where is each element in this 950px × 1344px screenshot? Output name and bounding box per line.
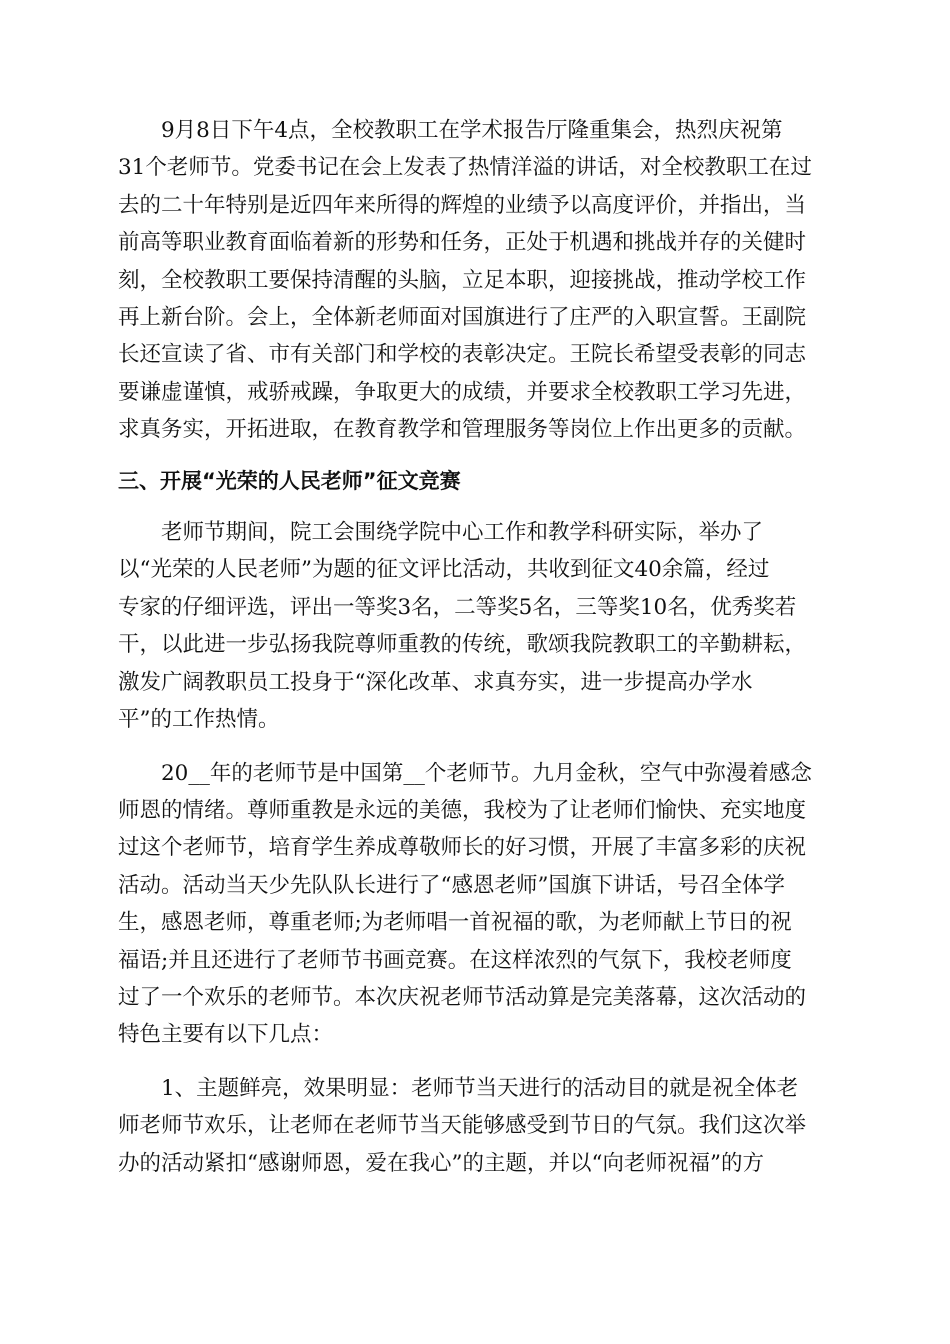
paragraph-celebration-activities: 20__年的老师节是中国第__个老师节。九月金秋，空气中弥漫着感念 师恩的情绪。尊师重教是永远的美德，我校为了让老师们愉快、充实地度 过这个老师节，培育学生养成尊敬师长的好习惯，开展了丰富多彩的庆祝 活动。活动当天少先队队长进行了“感恩老师”国旗下讲话，号召全体学 生，感恩老师，尊重老师;为老师唱一首祝福的歌，为老师献上节日的祝 福语;并且还进行了老师节书画竞赛。在这样浓烈的气氛下，我校老师度 过了一个欢乐的老师节。本次庆祝老师节活动算是完美落幕，这次活动的 特色主要有以下几点： [118, 760, 812, 1048]
spacer [118, 449, 836, 463]
spacer [118, 1054, 836, 1070]
section-heading-essay-contest: 三、开展“光荣的人民老师”征文竞赛 [118, 468, 461, 493]
document-page [118, 112, 836, 1182]
spacer [118, 739, 836, 755]
paragraph-teachers-day-assembly: 9月8日下午4点，全校教职工在学术报告厅隆重集会，热烈庆祝第 31个老师节。党委书记在会上发表了热情洋溢的讲话，对全校教职工在过 去的二十年特别是近四年来所得的辉煌的业绩予以高度评价，并指出，当 前高等职业教育面临着新的形势和任务，正处于机遇和挑战并存的关健时 刻，全校教职工要保持清醒的头脑，立足本职，迎接挑战，推动学校工作 再上新台阶。会上，全体新老师面对国旗进行了庄严的入职宣誓。王副院 长还宣读了省、市有关部门和学校的表彰决定。王院长希望受表彰的同志 要谦虚谨慎，戒骄戒躁，争取更大的成绩，并要求全校教职工学习先进， 求真务实，开拓进取，在教育教学和管理服务等岗位上作出更多的贡献。 [118, 118, 812, 443]
paragraph-theme-point-1: 1、主题鲜亮，效果明显：老师节当天进行的活动目的就是祝全体老 师老师节欢乐，让老师在老师节当天能够感受到节日的气氛。我们这次举 办的活动紧扣“感谢师恩，爱在我心”的主题，并以“向老师祝福”的方 [118, 1075, 807, 1176]
paragraph-essay-contest: 老师节期间，院工会围绕学院中心工作和教学科研实际，举办了 以“光荣的人民老师”为题的征文评比活动，共收到征文40余篇，经过 专家的仔细评选，评出一等奖3名，二等奖5名，三等奖10名，优秀奖若 干，以此进一步弘扬我院尊师重教的传统，歌颂我院教职工的辛勤耕耘， 激发广阔教职员工投身于“深化改革、求真夯实，进一步提高办学水 平”的工作热情。 [118, 520, 807, 733]
spacer [118, 500, 836, 514]
